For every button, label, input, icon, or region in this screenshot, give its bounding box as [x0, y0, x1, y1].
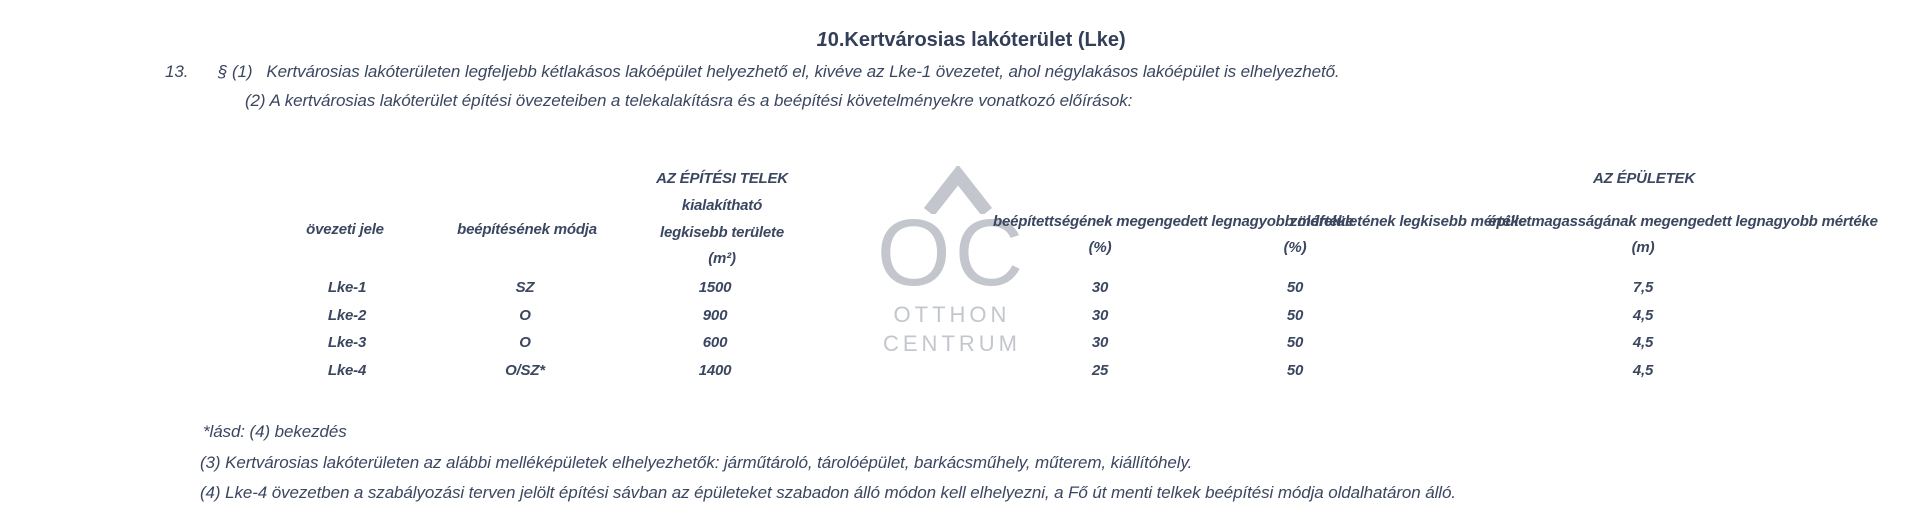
- table-header-green: zöldfelületének legkisebb mértéke: [1290, 213, 1527, 230]
- table-cell-coverage: 30: [1091, 334, 1109, 351]
- table-header-mode: beépítésének módja: [457, 221, 597, 238]
- paragraph-1: § (1) Kertvárosias lakóterületen legfeljebb kétlakásos lakóépület helyezhető el, kivéve az Lke-1 övezetet, ahol négylakásos lakóépület is elhelyezhető.: [218, 62, 1340, 81]
- table-cell-zone: Lke-4: [327, 362, 367, 379]
- table-cell-mode: O: [519, 334, 531, 351]
- table-cell-green: 50: [1286, 362, 1304, 379]
- watermark-oc-letters: OC: [876, 200, 1028, 306]
- table-cell-area: 1500: [698, 279, 732, 296]
- watermark-word-otthon: OTTHON: [893, 302, 1011, 327]
- table-cell-green: 50: [1286, 307, 1304, 324]
- table-cell-area: 900: [702, 307, 728, 324]
- table-cell-height: 4,5: [1632, 334, 1654, 351]
- table-header-coverage: beépítettségének megengedett legnagyobb mértéke: [993, 213, 1354, 230]
- table-cell-coverage: 30: [1091, 307, 1109, 324]
- table-header-green-unit: (%): [1283, 239, 1307, 256]
- table-cell-mode: O/SZ*: [505, 362, 545, 379]
- table-cell-coverage: 30: [1091, 279, 1109, 296]
- paragraph-item-number: 13.: [165, 62, 189, 81]
- table-header-zone: övezeti jele: [306, 221, 384, 238]
- footnote-asterisk: *lásd: (4) bekezdés: [203, 422, 347, 441]
- table-header-area-line2: legkisebb területe: [660, 224, 784, 241]
- paragraph-4: (4) Lke-4 övezetben a szabályozási terven jelölt építési sávban az épületeket szabadon álló módon kell elhelyezni, a Fő út menti telkek beépítési módja oldalhatáron álló.: [200, 483, 1456, 502]
- table-cell-height: 4,5: [1632, 307, 1654, 324]
- table-header-plot-group: AZ ÉPÍTÉSI TELEK: [656, 170, 788, 187]
- table-cell-zone: Lke-3: [327, 334, 367, 351]
- table-cell-height: 7,5: [1632, 279, 1654, 296]
- table-header-area-unit: (m²): [708, 250, 736, 267]
- table-cell-green: 50: [1286, 279, 1304, 296]
- paragraph-2: (2) A kertvárosias lakóterület építési övezeteiben a telekalakításra és a beépítési követelményekre vonatkozó előírások:: [245, 91, 1133, 110]
- table-cell-zone: Lke-2: [327, 307, 367, 324]
- table-cell-green: 50: [1286, 334, 1304, 351]
- table-header-coverage-unit: (%): [1088, 239, 1112, 256]
- table-header-area-line1: kialakítható: [681, 197, 763, 214]
- table-cell-mode: O: [519, 307, 531, 324]
- table-cell-height: 4,5: [1632, 362, 1654, 379]
- page-title-text: 0.Kertvárosias lakóterület (Lke): [827, 29, 1126, 51]
- paragraph-3: (3) Kertvárosias lakóterületen az alábbi melléképületek elhelyezhetők: járműtároló, tárolóépület, barkácsműhely, műterem, kiállítóhely.: [200, 453, 1193, 472]
- table-header-height: épületmagasságának megengedett legnagyobb mértéke: [1488, 213, 1878, 230]
- table-cell-mode: SZ: [515, 279, 535, 296]
- table-cell-area: 600: [702, 334, 728, 351]
- watermark-word-centrum: CENTRUM: [883, 331, 1021, 356]
- table-header-height-unit: (m): [1631, 239, 1655, 256]
- table-cell-coverage: 25: [1091, 362, 1109, 379]
- table-header-buildings-group: AZ ÉPÜLETEK: [1593, 170, 1695, 187]
- table-cell-zone: Lke-1: [327, 279, 367, 296]
- table-cell-area: 1400: [698, 362, 732, 379]
- page-title-number: 1: [816, 29, 828, 51]
